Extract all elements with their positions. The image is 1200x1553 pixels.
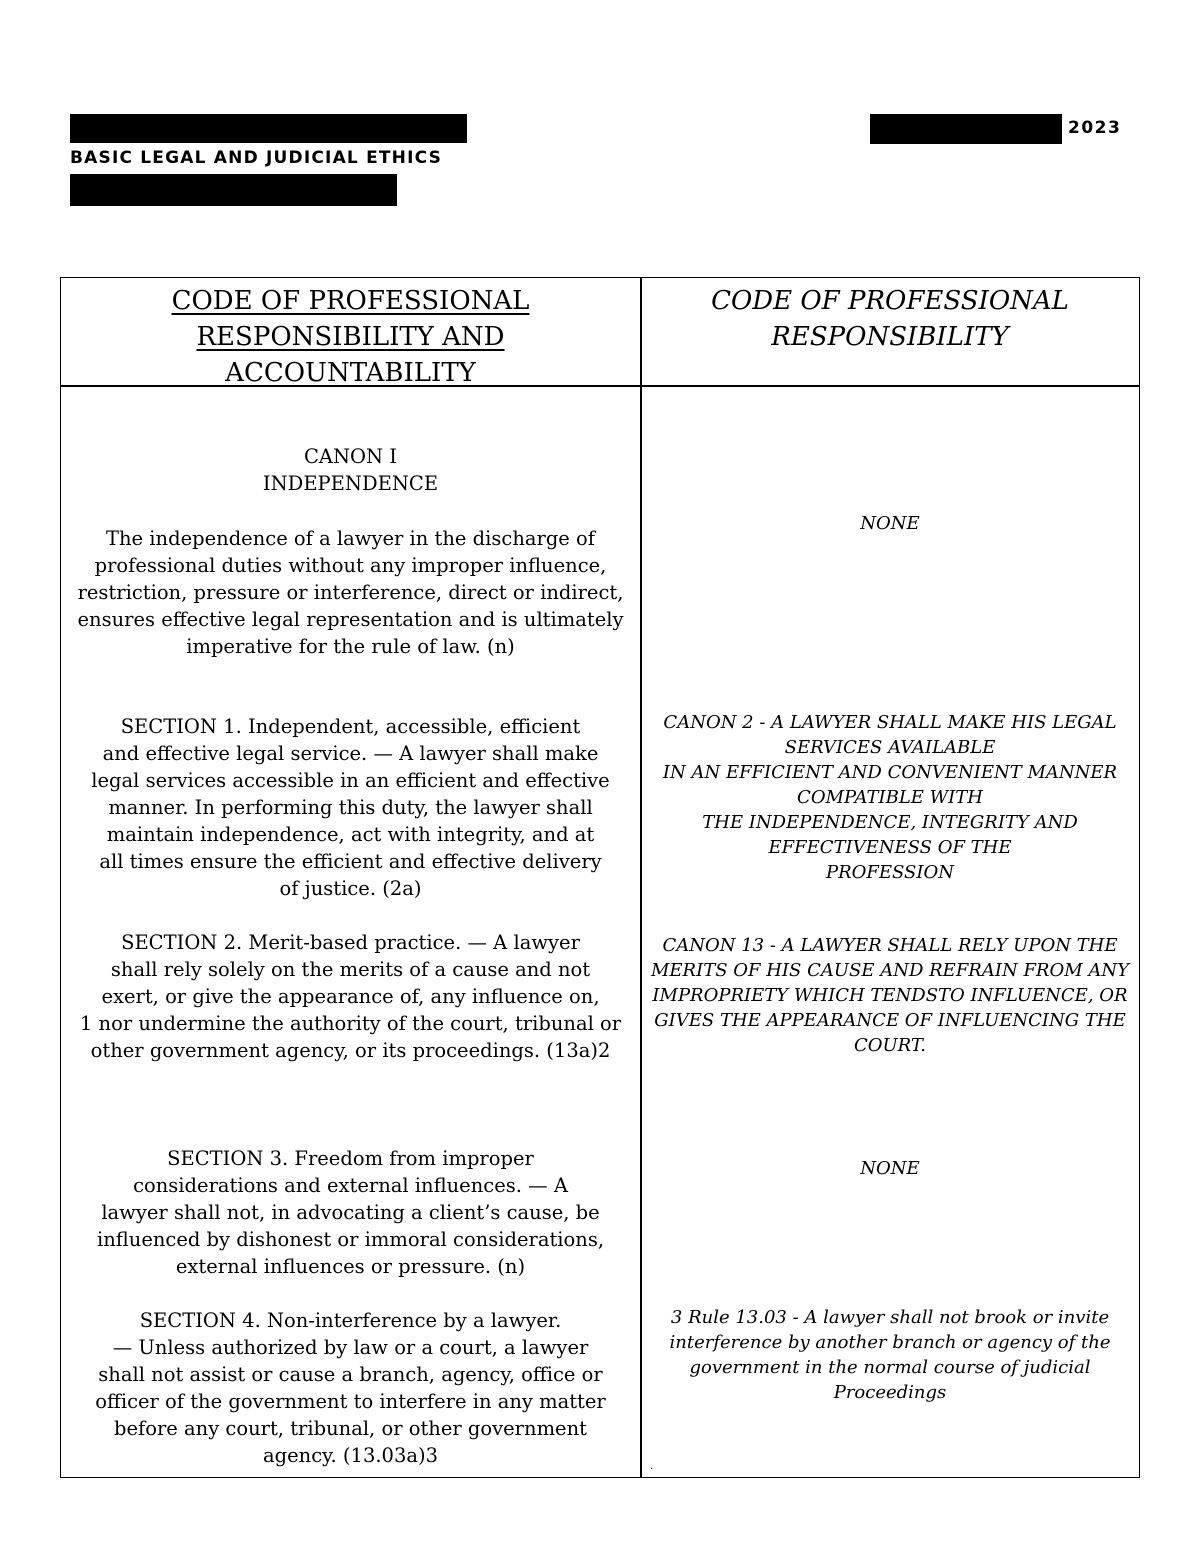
year-label: 2023 xyxy=(1068,118,1122,138)
canon-heading xyxy=(62,443,639,497)
redacted-term-bar xyxy=(870,114,1062,144)
section-3-text: SECTION 3. Freedom from improper considerations and external influences. — A lawyer shall not, in advocating a client’s cause, be influenced by dishonest or immoral considerations, external influences or pressure. (n) xyxy=(96,1147,605,1278)
section-1-counterpart: CANON 2 - A LAWYER SHALL MAKE HIS LEGAL SERVICES AVAILABLE IN AN EFFICIENT AND CONVENIENT MANNER COMPATIBLE WITH THE INDEPENDENCE, INTEGRITY AND EFFECTIVENESS OF THE PROFESSION xyxy=(662,712,1118,883)
section-3-counterpart: NONE xyxy=(860,1158,920,1179)
canon-name: INDEPENDENCE xyxy=(262,472,439,495)
course-title: BASIC LEGAL AND JUDICIAL ETHICS xyxy=(70,148,443,168)
canon-counterpart: NONE xyxy=(860,513,920,534)
section-1-text: SECTION 1. Independent, accessible, efficient and effective legal service. — A lawyer shall make legal services accessible in an efficient and effective manner. In performing this duty, the lawyer shall maintain independence, act with integrity, and at all times ensure the efficient and effective delivery of justice. (2a) xyxy=(91,715,610,900)
redacted-subtitle-bar xyxy=(70,174,397,206)
canon-title: CANON I xyxy=(303,445,397,468)
section-2-text: SECTION 2. Merit-based practice. — A lawyer shall rely solely on the merits of a cause and not exert, or give the appearance of, any influence on, 1 nor undermine the authority of the court, tribunal or other government agency, or its proceedings. (13a)2 xyxy=(79,931,622,1062)
stray-mark: . xyxy=(650,1461,654,1472)
section-4-counterpart: 3 Rule 13.03 - A lawyer shall not brook or invite interference by another branch or agency of the government in the normal course of judicial Proceedings xyxy=(669,1307,1111,1403)
section-4-text: SECTION 4. Non-interference by a lawyer. — Unless authorized by law or a court, a lawyer shall not assist or cause a branch, agency, office or officer of the government to interfere in any matter before any court, tribunal, or other government agency. (13.03a)3 xyxy=(95,1309,606,1467)
left-column-heading: CODE OF PROFESSIONAL RESPONSIBILITY AND ACCOUNTABILITY xyxy=(171,286,530,388)
redacted-author-bar xyxy=(70,114,467,143)
section-2-counterpart: CANON 13 - A LAWYER SHALL RELY UPON THE MERITS OF HIS CAUSE AND REFRAIN FROM ANY IMPROPRIETY WHICH TENDSTO INFLUENCE, OR GIVES THE APPEARANCE OF INFLUENCING THE COURT. xyxy=(650,935,1130,1056)
canon-text: The independence of a lawyer in the discharge of professional duties without any improper influence, restriction, pressure or interference, direct or indirect, ensures effective legal representation and is ultimately imperative for the rule of law. (n) xyxy=(77,527,624,658)
right-column-heading: CODE OF PROFESSIONAL RESPONSIBILITY xyxy=(711,286,1069,352)
column-divider xyxy=(640,277,642,1478)
